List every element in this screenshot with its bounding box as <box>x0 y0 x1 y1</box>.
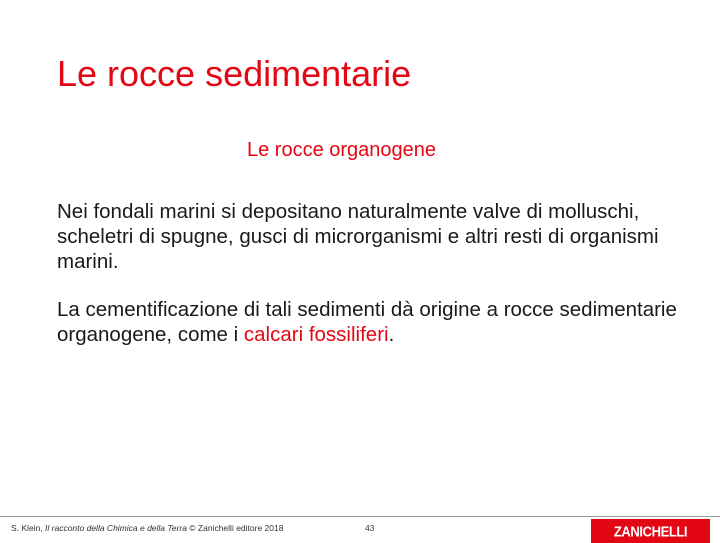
body-paragraph-1: Nei fondali marini si depositano naturalmente valve di molluschi, scheletri di spugne, gusci di microrganismi e altri resti di organismi marini. <box>57 200 659 273</box>
paragraph-2-text: La cementificazione di tali sedimenti dà origine a rocce sedimentarie organogene, come i <box>57 298 677 346</box>
page-number: 43 <box>365 523 375 533</box>
highlighted-term: calcari fossiliferi <box>243 323 389 346</box>
footer-book-title: Il racconto della Chimica e della Terra <box>45 523 187 533</box>
publisher-logo: ZANICHELLI <box>591 519 710 543</box>
footer-divider <box>0 516 720 517</box>
slide-subtitle: Le rocce organogene <box>247 139 437 161</box>
slide-title: Le rocce sedimentarie <box>57 53 412 94</box>
paragraph-2-end: . <box>388 323 395 346</box>
footer-author: S. Klein, <box>11 523 46 533</box>
footer-copyright: © Zanichelli editore 2018 <box>186 523 284 533</box>
body-paragraph-2 <box>57 297 677 347</box>
footer-credit <box>11 522 283 534</box>
